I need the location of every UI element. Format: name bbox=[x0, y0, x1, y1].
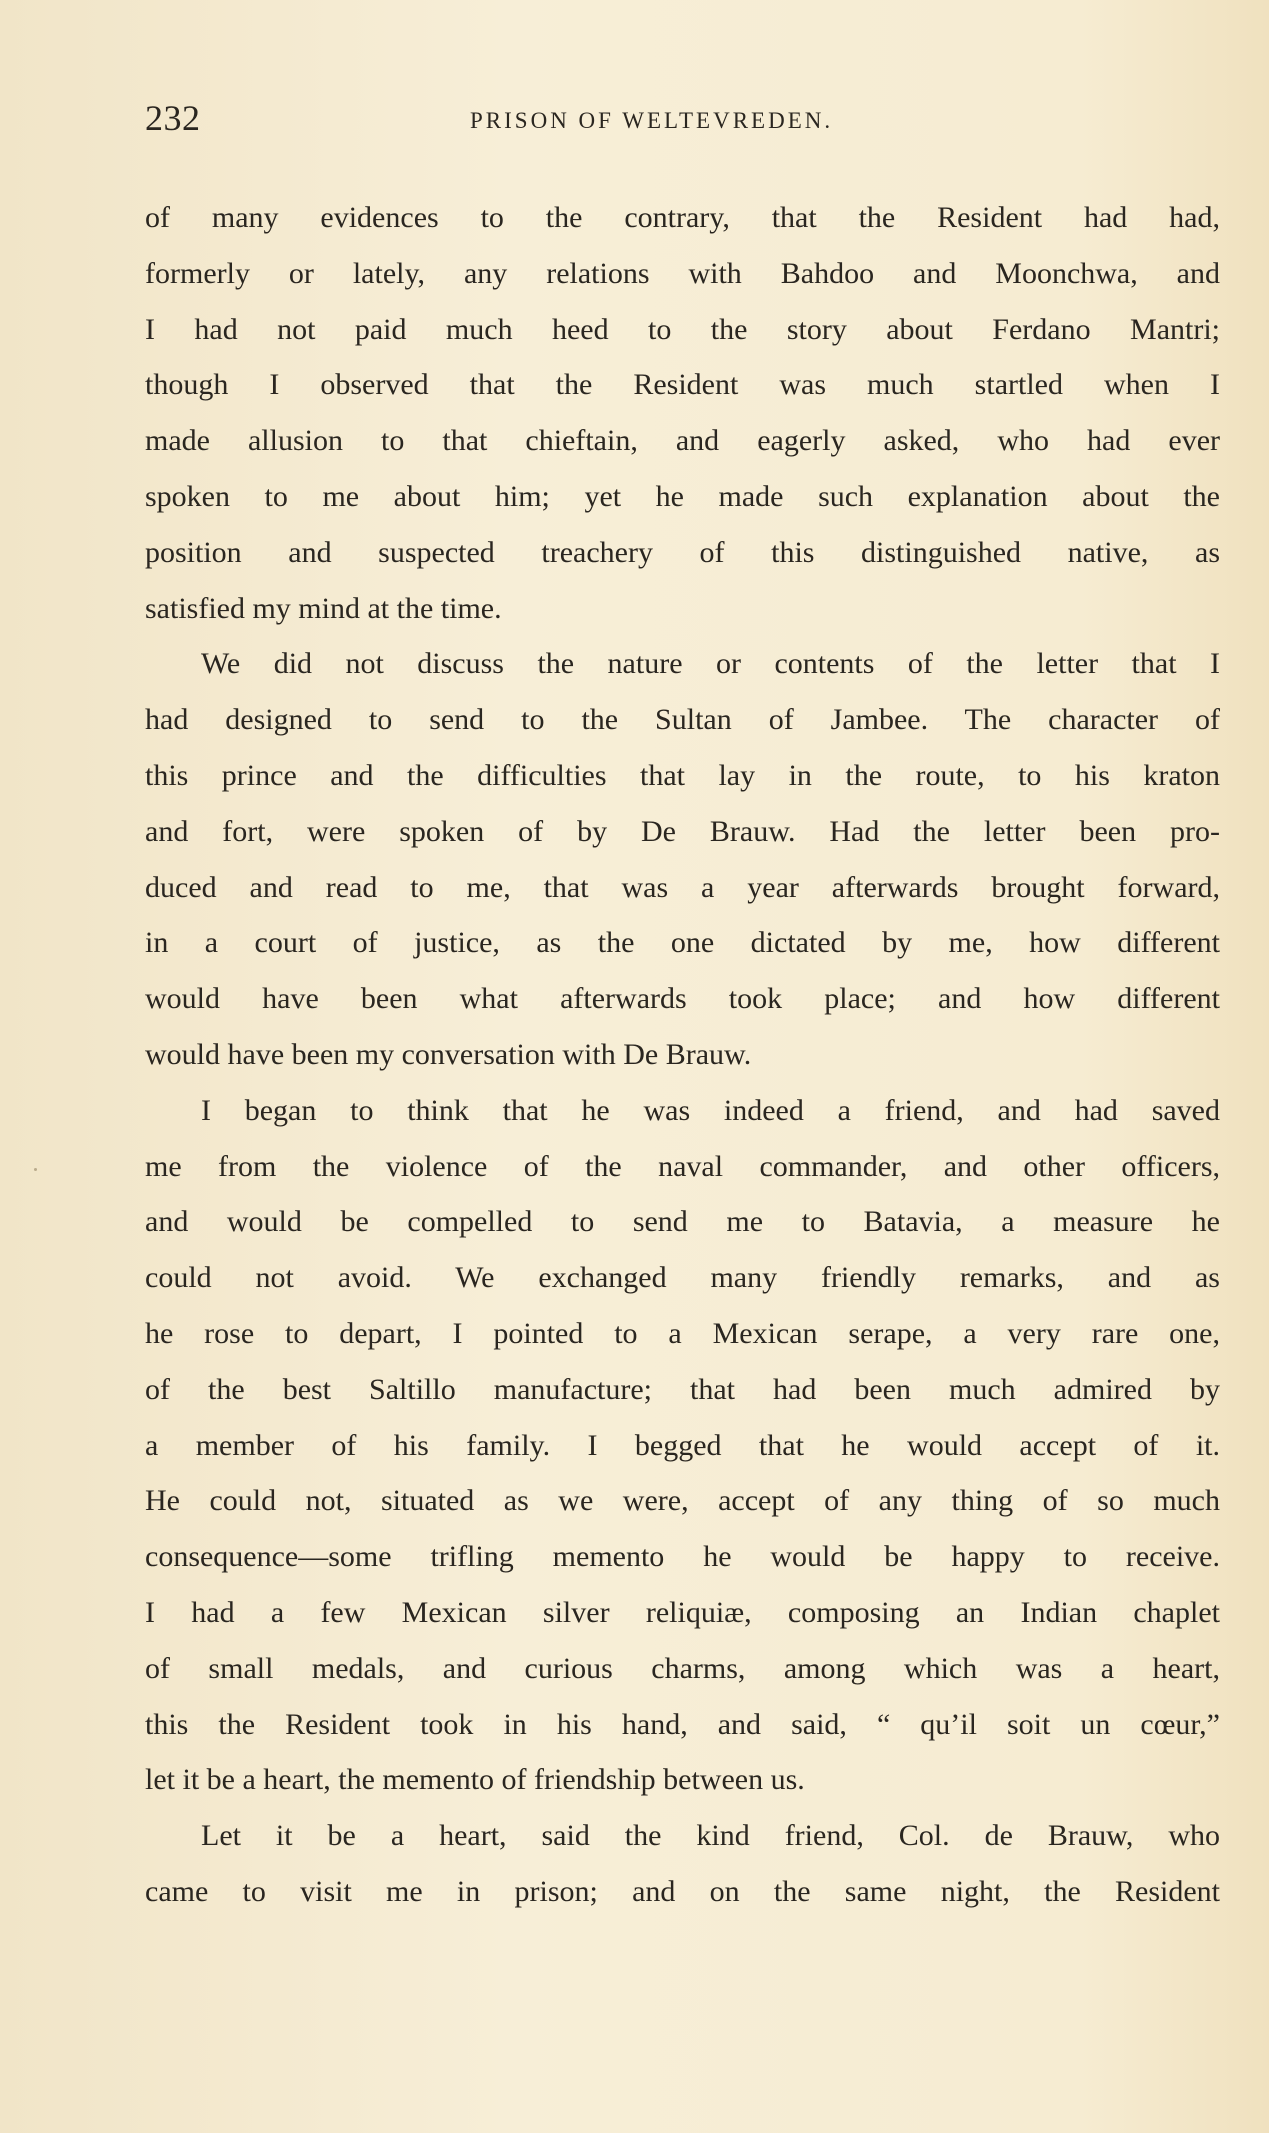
text-line: though I observed that the Resident was much startled when I bbox=[145, 368, 1220, 402]
text-line: would have been my conversation with De Brauw. bbox=[145, 1037, 752, 1071]
text-line: let it be a heart, the memento of friendship between us. bbox=[145, 1763, 805, 1797]
text-line: this the Resident took in his hand, and said, “ qu’il soit un cœur,” bbox=[145, 1707, 1220, 1741]
text-line: consequence—some trifling memento he would be happy to receive. bbox=[145, 1540, 1220, 1574]
text-line: this prince and the difficulties that lay in the route, to his kraton bbox=[145, 758, 1220, 792]
text-line: We did not discuss the nature or contents of the letter that I bbox=[201, 647, 1220, 681]
text-line: he rose to depart, I pointed to a Mexican serape, a very rare one, bbox=[145, 1316, 1220, 1350]
text-line: and fort, were spoken of by De Brauw. Had the letter been pro- bbox=[145, 814, 1220, 848]
text-line: of small medals, and curious charms, among which was a heart, bbox=[145, 1651, 1220, 1685]
text-line: position and suspected treachery of this distinguished native, as bbox=[145, 535, 1220, 569]
text-line: in a court of justice, as the one dictated by me, how different bbox=[145, 926, 1220, 960]
text-line: duced and read to me, that was a year afterwards brought forward, bbox=[145, 870, 1220, 904]
text-line: of many evidences to the contrary, that the Resident had had, bbox=[145, 201, 1220, 234]
text-line: of the best Saltillo manufacture; that had been much admired by bbox=[145, 1372, 1220, 1406]
text-line: formerly or lately, any relations with Bahdoo and Moonchwa, and bbox=[145, 256, 1220, 290]
page-header bbox=[145, 98, 1225, 142]
text-line: I had not paid much heed to the story about Ferdano Mantri; bbox=[145, 312, 1220, 346]
body-text bbox=[145, 190, 1220, 1920]
text-line: I began to think that he was indeed a friend, and had saved bbox=[201, 1093, 1220, 1127]
paper-speck bbox=[34, 1168, 37, 1171]
text-line: had designed to send to the Sultan of Jambee. The character of bbox=[145, 703, 1220, 737]
text-line: a member of his family. I begged that he would accept of it. bbox=[145, 1428, 1220, 1462]
text-line: came to visit me in prison; and on the same night, the Resident bbox=[145, 1874, 1220, 1908]
text-line: satisfied my mind at the time. bbox=[145, 591, 502, 625]
text-line: spoken to me about him; yet he made such explanation about the bbox=[145, 479, 1220, 513]
text-line: me from the violence of the naval commander, and other officers, bbox=[145, 1149, 1220, 1183]
text-line: made allusion to that chieftain, and eagerly asked, who had ever bbox=[145, 424, 1220, 458]
text-line: and would be compelled to send me to Batavia, a measure he bbox=[145, 1205, 1220, 1239]
text-line: could not avoid. We exchanged many friendly remarks, and as bbox=[145, 1261, 1220, 1295]
running-head: PRISON OF WELTEVREDEN. bbox=[470, 108, 834, 133]
text-line: would have been what afterwards took place; and how different bbox=[145, 982, 1220, 1016]
page-number: 232 bbox=[145, 98, 201, 138]
text-line: I had a few Mexican silver reliquiæ, composing an Indian chaplet bbox=[145, 1595, 1220, 1629]
text-line: He could not, situated as we were, accept of any thing of so much bbox=[145, 1484, 1220, 1518]
text-line: Let it be a heart, said the kind friend, Col. de Brauw, who bbox=[201, 1819, 1220, 1853]
